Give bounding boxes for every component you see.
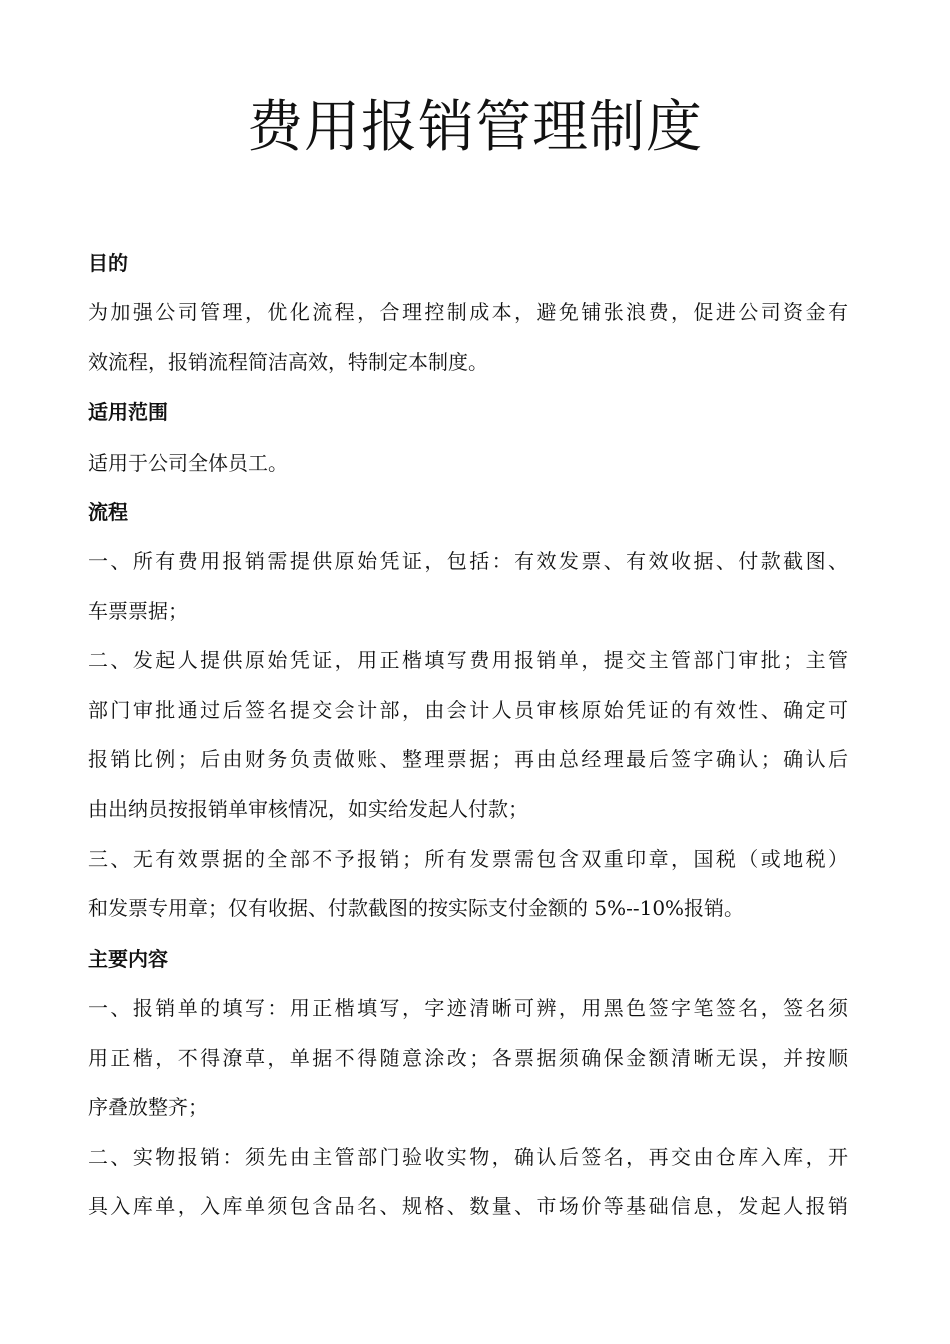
process-line-5: 报销比例；后由财务负责做账、整理票据；再由总经理最后签字确认；确认后: [88, 747, 848, 771]
heading-content: 主要内容: [88, 947, 168, 971]
content-line-2: 用正楷，不得潦草，单据不得随意涂改；各票据须确保金额清晰无误，并按顺: [88, 1046, 848, 1070]
heading-process: 流程: [88, 500, 128, 524]
content-line-4: 二、实物报销：须先由主管部门验收实物，确认后签名，再交由仓库入库，开: [88, 1145, 848, 1169]
scope-line-1: 适用于公司全体员工。: [88, 451, 288, 475]
page-title: 费用报销管理制度: [247, 95, 703, 160]
content-line-1: 一、报销单的填写：用正楷填写，字迹清晰可辨，用黑色签字笔签名，签名须: [88, 996, 848, 1020]
heading-scope: 适用范围: [88, 400, 168, 424]
process-line-4: 部门审批通过后签名提交会计部，由会计人员审核原始凭证的有效性、确定可: [88, 698, 848, 722]
process-line-8: 和发票专用章；仅有收据、付款截图的按实际支付金额的 5%--10%报销。: [88, 896, 745, 920]
content-line-3: 序叠放整齐；: [88, 1095, 208, 1119]
process-line-6: 由出纳员按报销单审核情况，如实给发起人付款；: [88, 797, 528, 821]
purpose-line-1: 为加强公司管理，优化流程，合理控制成本，避免铺张浪费，促进公司资金有: [88, 300, 848, 324]
heading-purpose: 目的: [88, 251, 128, 275]
content-line-5: 具入库单，入库单须包含品名、规格、数量、市场价等基础信息，发起人报销: [88, 1194, 848, 1218]
process-line-2: 车票票据；: [88, 599, 188, 623]
purpose-line-2: 效流程，报销流程简洁高效，特制定本制度。: [88, 350, 488, 374]
process-line-3: 二、发起人提供原始凭证，用正楷填写费用报销单，提交主管部门审批；主管: [88, 648, 848, 672]
process-line-7: 三、无有效票据的全部不予报销；所有发票需包含双重印章，国税（或地税）: [88, 847, 848, 871]
process-line-1: 一、所有费用报销需提供原始凭证，包括：有效发票、有效收据、付款截图、: [88, 549, 848, 573]
